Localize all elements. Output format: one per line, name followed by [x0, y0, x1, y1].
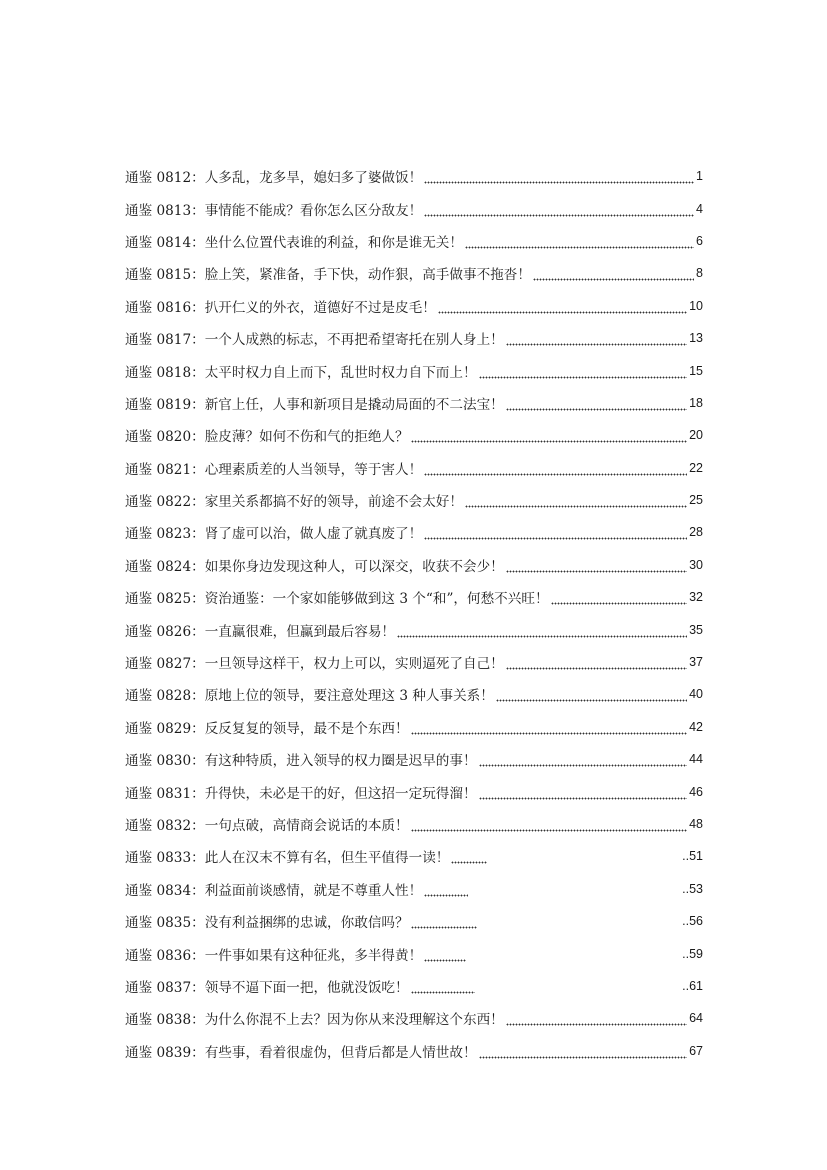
toc-entry-page-number: 22 [689, 460, 703, 475]
toc-entry-title: 新官上任，人事和新项目是撬动局面的不二法宝！ [204, 396, 504, 413]
dot-leader [506, 560, 687, 574]
toc-entry-title: 此人在汉末不算有名，但生平值得一读！ [204, 850, 450, 867]
toc-entry-code: 通鉴 0823： [125, 526, 205, 543]
toc-entry-title: 一旦领导这样干，权力上可以，实则逼死了自己！ [204, 656, 504, 673]
toc-entry[interactable] [125, 937, 703, 969]
toc-entry-code: 通鉴 0819： [125, 396, 205, 413]
toc-entry[interactable] [125, 711, 703, 743]
toc-entry-title: 一句点破，高情商会说话的本质！ [204, 818, 409, 834]
dot-leader [465, 236, 694, 250]
toc-entry-title: 如果你身边发现这种人，可以深交，收获不会少！ [204, 558, 504, 575]
toc-entry-code: 通鉴 0820： [125, 429, 205, 446]
toc-entry-page-number: 42 [689, 719, 703, 734]
toc-entry[interactable] [125, 160, 703, 192]
toc-entry[interactable] [125, 452, 703, 484]
dot-leader [438, 301, 687, 315]
toc-entry-page-number: ..51 [682, 849, 703, 864]
toc-entry-code: 通鉴 0839： [125, 1044, 205, 1061]
toc-entry-code: 通鉴 0813： [125, 202, 205, 219]
dot-leader [479, 787, 688, 801]
toc-entry-title: 资治通鉴：一个家如能够做到这 3 个“和”，何愁不兴旺！ [204, 591, 549, 608]
toc-entry[interactable] [125, 354, 703, 386]
dot-leader [411, 430, 687, 444]
toc-entry-code: 通鉴 0825： [125, 591, 205, 608]
dot-leader [424, 463, 687, 477]
toc-entry-page-number: 64 [689, 1011, 703, 1026]
dot-leader [411, 916, 477, 930]
toc-entry[interactable] [125, 387, 703, 419]
toc-entry-title: 有这种特质，进入领导的权力圈是迟早的事！ [204, 753, 477, 770]
dot-leader [424, 171, 694, 185]
toc-entry-code: 通鉴 0837： [125, 979, 205, 996]
toc-entry-title: 人多乱，龙多旱，媳妇多了婆做饭！ [204, 170, 423, 187]
toc-entry-page-number: ..59 [682, 946, 703, 961]
toc-entry-title: 事情能不能成？看你怎么区分敌友！ [204, 202, 423, 219]
toc-entry-title: 心理素质差的人当领导，等于害人！ [204, 461, 423, 478]
dot-leader [496, 689, 687, 703]
toc-entry[interactable] [125, 549, 703, 581]
toc-entry-title: 太平时权力自上而下，乱世时权力自下而上！ [204, 364, 477, 381]
toc-entry-title: 升得快，未必是干的好，但这招一定玩得溜！ [204, 785, 477, 802]
toc-entry[interactable] [125, 970, 703, 1002]
toc-entry-title: 为什么你混不上去？因为你从来没理解这个东西！ [204, 1012, 504, 1029]
dot-leader [424, 949, 466, 963]
toc-entry[interactable] [125, 808, 703, 840]
toc-entry-title: 有些事，看着很虚伪，但背后都是人情世故！ [204, 1044, 477, 1061]
toc-entry-page-number: 1 [696, 169, 703, 184]
toc-entry-code: 通鉴 0828： [125, 688, 205, 705]
dot-leader [479, 366, 688, 380]
toc-entry[interactable] [125, 646, 703, 678]
dot-leader [506, 657, 687, 671]
toc-entry-page-number: ..61 [682, 978, 703, 993]
toc-entry-code: 通鉴 0822： [125, 494, 205, 511]
toc-entry[interactable] [125, 905, 703, 937]
dot-leader [424, 204, 694, 218]
toc-entry-page-number: 18 [689, 395, 703, 410]
dot-leader [424, 884, 468, 898]
toc-entry[interactable] [125, 290, 703, 322]
toc-entry-code: 通鉴 0818： [125, 364, 205, 381]
dot-leader [479, 754, 688, 768]
toc-entry-page-number: 40 [689, 687, 703, 702]
toc-entry-title: 肾了虚可以治，做人虚了就真废了！ [204, 526, 423, 543]
toc-entry-title: 领导不逼下面一把，他就没饭吃！ [204, 979, 409, 996]
dot-leader [506, 333, 687, 347]
toc-entry-code: 通鉴 0836： [125, 947, 205, 964]
dot-leader [506, 1013, 687, 1027]
toc-entry-page-number: 25 [689, 493, 703, 508]
toc-entry-page-number: 15 [689, 363, 703, 378]
toc-entry[interactable] [125, 419, 703, 451]
toc-entry[interactable] [125, 581, 703, 613]
toc-entry[interactable] [125, 516, 703, 548]
toc-entry[interactable] [125, 873, 703, 905]
toc-entry[interactable] [125, 257, 703, 289]
toc-entry-page-number: 35 [689, 622, 703, 637]
toc-entry-code: 通鉴 0838： [125, 1012, 205, 1029]
toc-entry-page-number: 20 [689, 428, 703, 443]
toc-entry-page-number: 44 [689, 752, 703, 767]
toc-entry-title: 原地上位的领导，要注意处理这 3 种人事关系！ [204, 688, 494, 705]
toc-entry-code: 通鉴 0831： [125, 785, 205, 802]
dot-leader [533, 268, 694, 282]
dot-leader [411, 819, 687, 833]
toc-entry-title: 扒开仁义的外衣，道德好不过是皮毛！ [204, 299, 436, 316]
toc-entry-code: 通鉴 0834： [125, 882, 205, 899]
toc-entry-page-number: 37 [689, 655, 703, 670]
toc-entry-code: 通鉴 0832： [125, 818, 205, 834]
toc-entry-code: 通鉴 0829： [125, 720, 205, 737]
toc-entry-title: 反反复复的领导，最不是个东西！ [204, 720, 409, 737]
toc-entry[interactable] [125, 1002, 703, 1034]
dot-leader [551, 592, 688, 606]
toc-entry-page-number: 32 [689, 590, 703, 605]
dot-leader [465, 495, 687, 509]
toc-entry-code: 通鉴 0826： [125, 623, 205, 640]
toc-entry-title: 没有利益捆绑的忠诚，你敢信吗？ [204, 915, 409, 932]
toc-entry-page-number: 6 [696, 233, 703, 248]
toc-entry[interactable] [125, 484, 703, 516]
dot-leader [451, 851, 487, 865]
toc-entry-code: 通鉴 0812： [125, 170, 205, 187]
toc-entry-title: 坐什么位置代表谁的利益，和你是谁无关！ [204, 234, 463, 251]
toc-entry-code: 通鉴 0815： [125, 267, 205, 284]
toc-entry[interactable] [125, 678, 703, 710]
toc-entry-page-number: ..56 [682, 914, 703, 929]
toc-entry-page-number: 28 [689, 525, 703, 540]
toc-entry[interactable] [125, 1035, 703, 1067]
dot-leader [506, 398, 687, 412]
toc-entry-page-number: 30 [689, 557, 703, 572]
toc-entry-code: 通鉴 0816： [125, 299, 205, 316]
toc-entry[interactable] [125, 840, 703, 872]
toc-entry-code: 通鉴 0821： [125, 461, 205, 478]
toc-entry-page-number: 13 [689, 331, 703, 346]
dot-leader [411, 981, 475, 995]
toc-entry-title: 一直赢很难，但赢到最后容易！ [204, 623, 396, 640]
toc-entry[interactable] [125, 322, 703, 354]
toc-entry-page-number: 10 [689, 298, 703, 313]
toc-entry-page-number: 46 [689, 784, 703, 799]
toc-entry-page-number: 8 [696, 266, 703, 281]
toc-entry-page-number: 67 [689, 1043, 703, 1058]
toc-entry[interactable] [125, 225, 703, 257]
toc-entry-title: 利益面前谈感情，就是不尊重人性！ [204, 882, 423, 899]
toc-entry-title: 一件事如果有这种征兆，多半得黄！ [204, 947, 423, 964]
toc-entry-page-number: 4 [696, 201, 703, 216]
toc-entry[interactable] [125, 613, 703, 645]
table-of-contents [125, 160, 703, 1067]
dot-leader [424, 527, 687, 541]
toc-entry-page-number: ..53 [682, 881, 703, 896]
toc-entry[interactable] [125, 775, 703, 807]
dot-leader [479, 1046, 688, 1060]
toc-entry-title: 家里关系都搞不好的领导，前途不会太好！ [204, 494, 463, 511]
toc-entry-code: 通鉴 0833： [125, 850, 205, 867]
toc-entry-code: 通鉴 0830： [125, 753, 205, 770]
toc-entry-code: 通鉴 0835： [125, 915, 205, 932]
toc-entry-code: 通鉴 0814： [125, 234, 205, 251]
toc-entry-title: 脸皮薄？如何不伤和气的拒绝人？ [204, 429, 409, 446]
toc-entry[interactable] [125, 192, 703, 224]
dot-leader [397, 625, 687, 639]
toc-entry-code: 通鉴 0824： [125, 558, 205, 575]
toc-entry-code: 通鉴 0817： [125, 332, 205, 349]
toc-entry-code: 通鉴 0827： [125, 656, 205, 673]
toc-entry-title: 脸上笑，紧准备，手下快，动作狠，高手做事不拖沓！ [204, 267, 531, 284]
toc-entry-title: 一个人成熟的标志，不再把希望寄托在别人身上！ [204, 332, 504, 349]
toc-entry[interactable] [125, 743, 703, 775]
dot-leader [411, 722, 687, 736]
toc-entry-page-number: 48 [689, 817, 703, 831]
